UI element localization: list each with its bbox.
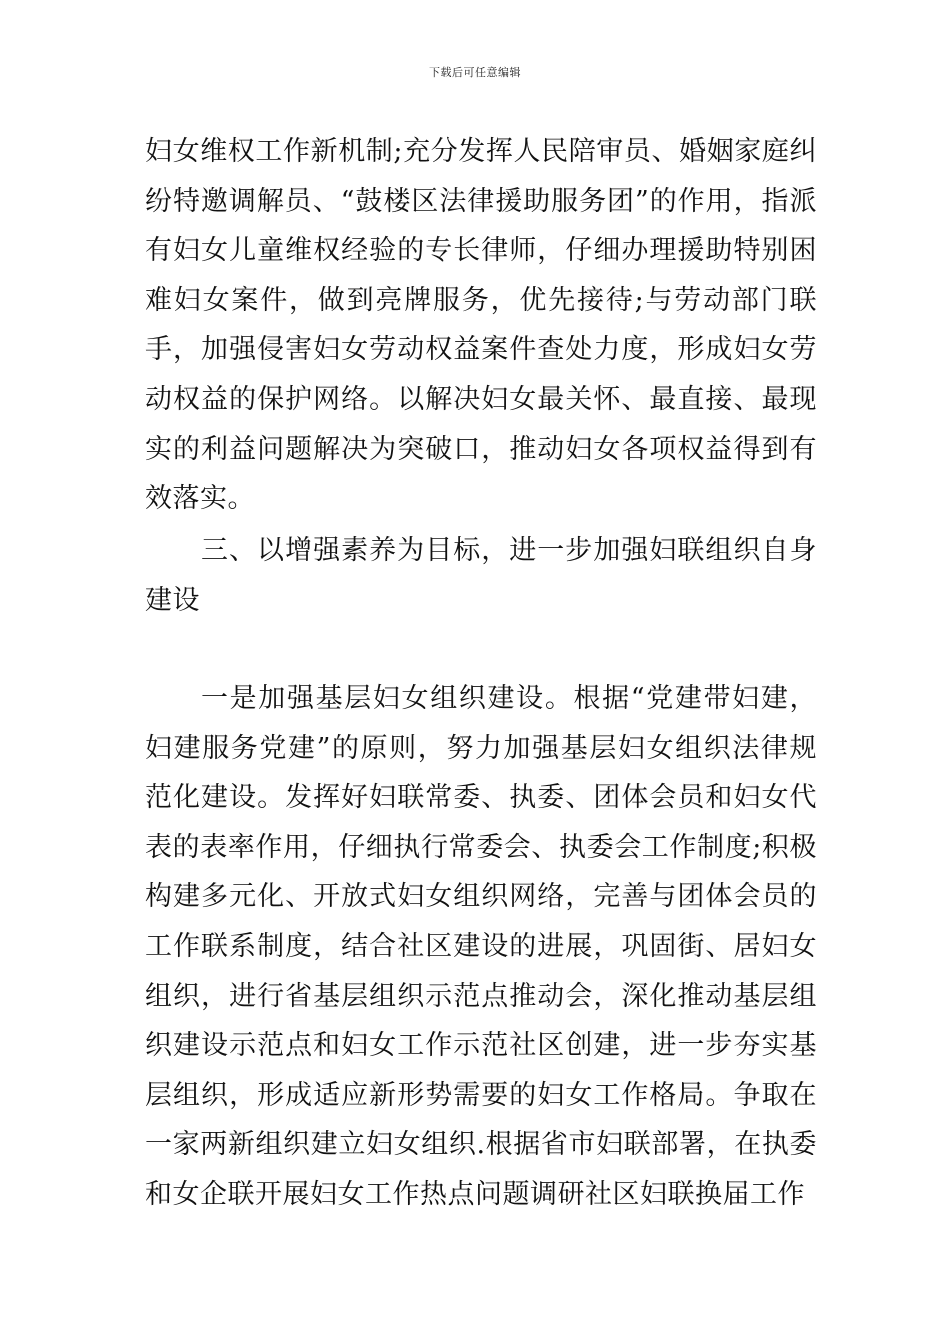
body-paragraph-1: 妇女维权工作新机制;充分发挥人民陪审员、婚姻家庭纠纷特邀调解员、“鼓楼区法律援助服务团”的作用，指派有妇女儿童维权经验的专长律师，仔细办理援助特别困难妇女案件，做到亮牌服务，优先接待;与劳动部门联手，加强侵害妇女劳动权益案件查处力度，形成妇女劳动权益的保护网络。以解决妇女最关怀、最直接、最现实的利益问题解决为突破口，推动妇女各项权益得到有效落实。 — [145, 136, 817, 515]
page-header-note: 下载后可任意编辑 — [429, 66, 521, 79]
body-paragraph-2: 一是加强基层妇女组织建设。根据“党建带妇建，妇建服务党建”的原则，努力加强基层妇女组织法律规范化建设。发挥好妇联常委、执委、团体会员和妇女代表的表率作用，仔细执行常委会、执委会工作制度;积极构建多元化、开放式妇女组织网络，完善与团体会员的工作联系制度，结合社区建设的进展，巩固街、居妇女组织，进行省基层组织示范点推动会，深化推动基层组织建设示范点和妇女工作示范社区创建，进一步夯实基层组织，形成适应新形势需要的妇女工作格局。争取在一家两新组织建立妇女组织.根据省市妇联部署，在执委和女企联开展妇女工作热点问题调研社区妇联换届工作 — [145, 683, 817, 1210]
section-heading-3: 三、以增强素养为目标，进一步加强妇联组织自身建设 — [145, 535, 817, 616]
